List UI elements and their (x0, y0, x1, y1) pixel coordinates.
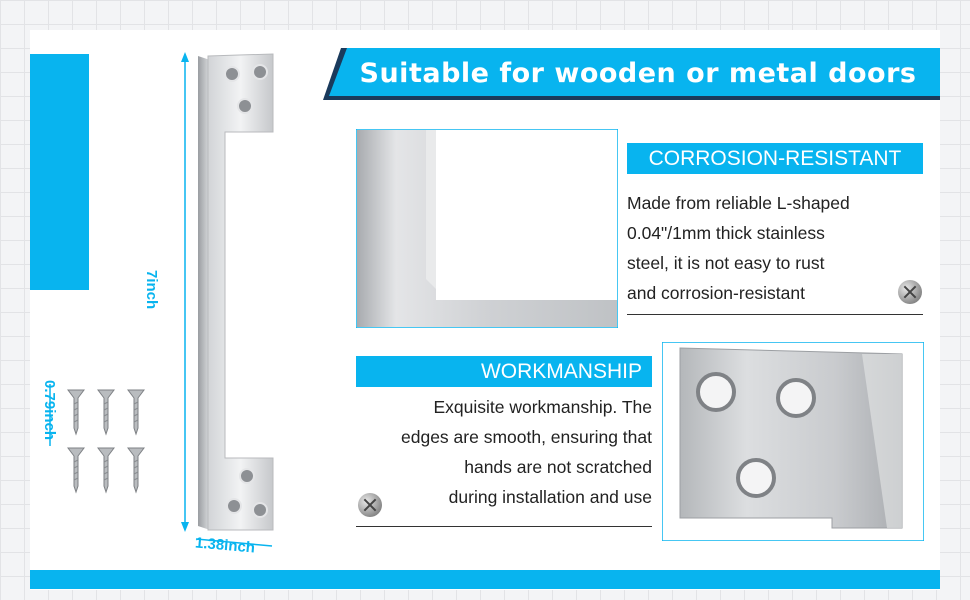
corrosion-resistant-title: CORROSION-RESISTANT (627, 143, 923, 174)
workmanship-description: Exquisite workmanship. The edges are smooth, ensuring that hands are not scratched during installation and use (401, 397, 652, 507)
title-banner (323, 48, 940, 100)
divider (356, 526, 652, 527)
corrosion-resistant-description: Made from reliable L-shaped 0.04"/1mm thick stainless steel, it is not easy to rust and corrosion-resistant (627, 193, 850, 303)
corrosion-closeup-photo (356, 129, 618, 328)
height-dimension-label: 7inch (143, 270, 160, 310)
screw-head-icon (358, 493, 382, 517)
screw-1 (68, 390, 84, 434)
divider (627, 314, 923, 315)
screw-length-label: 0.79inch (41, 380, 58, 441)
screw-3 (128, 390, 144, 434)
strike-plate-illustration (150, 40, 290, 570)
screw-4 (68, 448, 84, 492)
banner-title: Suitable for wooden or metal doors (359, 58, 917, 89)
screw-head-icon (898, 280, 922, 304)
screw-2 (98, 390, 114, 434)
left-accent-bar (30, 54, 89, 290)
workmanship-title: WORKMANSHIP (356, 356, 652, 387)
workmanship-closeup-photo (662, 342, 924, 541)
bottom-accent-bar (30, 570, 940, 589)
screw-5 (98, 448, 114, 492)
screw-6 (128, 448, 144, 492)
width-dimension-label: 1.38inch (194, 534, 256, 557)
